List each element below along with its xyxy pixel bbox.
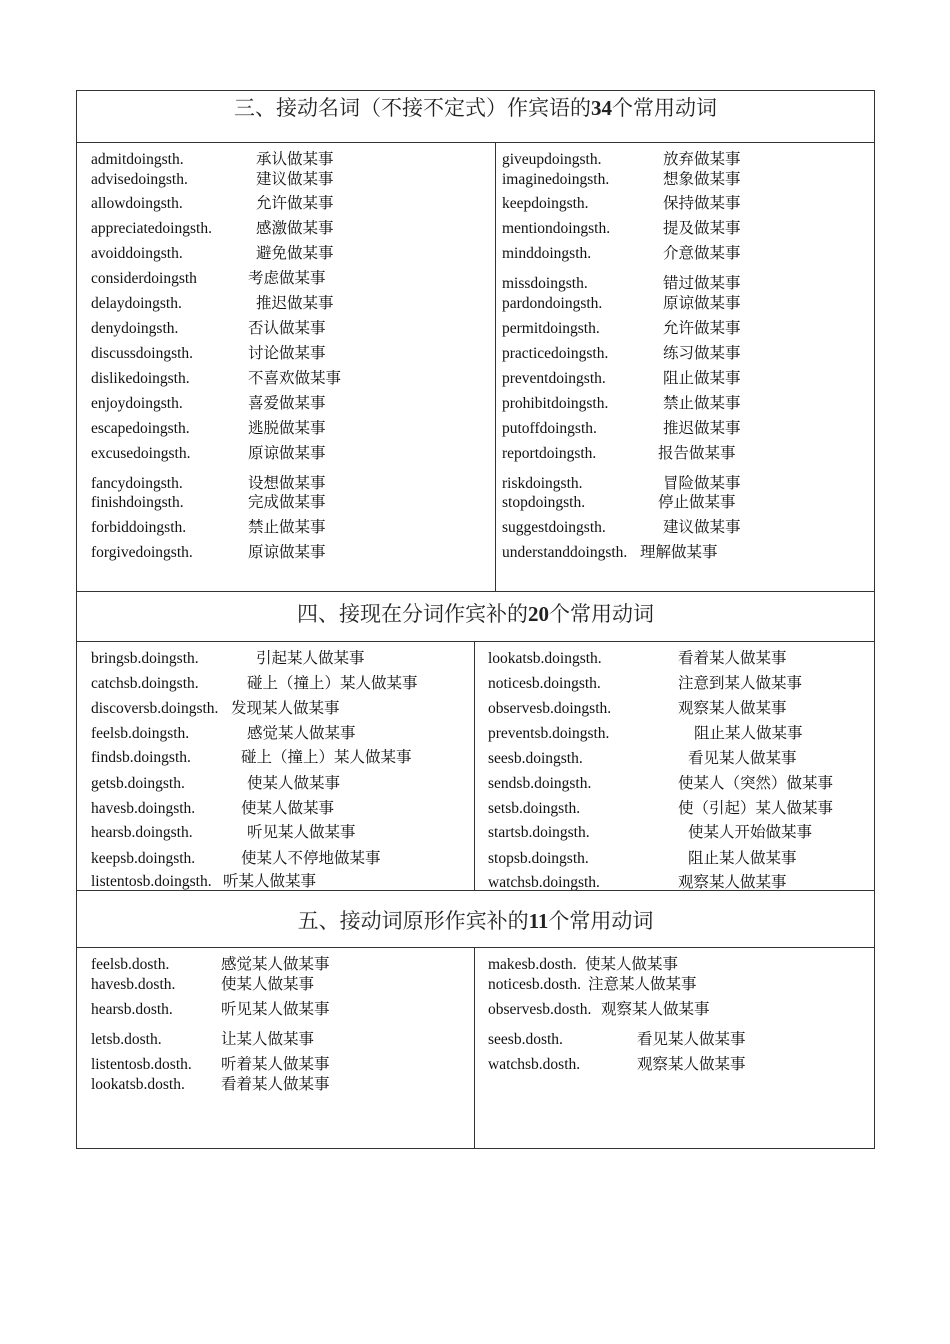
verb-meaning: 阻止某人做某事 [688,850,797,867]
verb-meaning: 看见某人做某事 [637,1031,746,1048]
verb-phrase: feelsb.doingsth. [91,725,190,742]
section5-left-row [91,1076,471,1096]
verb-meaning: 考虑做某事 [248,270,326,287]
verb-phrase: lookatsb.doingsth. [488,650,602,667]
section3-right-row [502,245,882,265]
verb-phrase: havesb.dosth. [91,976,176,993]
section3-left-row [91,475,471,495]
verb-meaning: 理解做某事 [640,544,718,561]
verb-phrase: makesb.dosth. [488,956,577,973]
verb-phrase: observesb.dosth. [488,1001,592,1018]
verb-phrase: denydoingsth. [91,320,179,337]
verb-meaning: 看着某人做某事 [221,1076,330,1093]
section5-column-divider [474,947,475,1149]
verb-meaning: 推迟做某事 [256,295,334,312]
verb-meaning: 听见某人做某事 [247,824,356,841]
section3-left-row [91,151,471,171]
verb-phrase: listentosb.doingsth. [91,873,212,890]
verb-phrase: discussdoingsth. [91,345,194,362]
verb-phrase: havesb.doingsth. [91,800,196,817]
verb-meaning: 阻止做某事 [663,370,741,387]
verb-meaning: 阻止某人做某事 [694,725,803,742]
verb-phrase: minddoingsth. [502,245,592,262]
section4-left-row [91,775,471,795]
verb-meaning: 感觉某人做某事 [247,725,356,742]
section4-left-row [91,800,471,820]
verb-meaning: 发现某人做某事 [231,700,340,717]
verb-meaning: 不喜欢做某事 [248,370,342,387]
section5-title-divider [76,947,875,948]
section5-right-row [488,1001,868,1021]
verb-meaning: 听某人做某事 [223,873,317,890]
verb-phrase: escapedoingsth. [91,420,190,437]
section4-left-row [91,700,471,720]
verb-phrase: keepdoingsth. [502,195,589,212]
section4-left-row [91,850,471,870]
verb-meaning: 禁止做某事 [663,395,741,412]
section3-left-row [91,245,471,265]
verb-meaning: 使某人开始做某事 [688,824,813,841]
verb-phrase: stopsb.doingsth. [488,850,589,867]
section5-left-row [91,1031,471,1051]
verb-meaning: 使（引起）某人做某事 [678,800,834,817]
section3-right-row [502,171,882,191]
verb-phrase: findsb.doingsth. [91,749,191,766]
verb-meaning: 原谅做某事 [248,544,326,561]
section4-right-row [488,700,868,720]
section3-title: 三、接动名词（不接不定式）作宾语的34个常用动词 [234,96,717,120]
section5-left-row [91,1056,471,1076]
verb-meaning: 感觉某人做某事 [221,956,330,973]
section4-title-divider [76,641,875,642]
section3-right-row [502,544,882,564]
section3-left-row [91,420,471,440]
section4-right-row [488,750,868,770]
verb-phrase: pardondoingsth. [502,295,603,312]
section3-right-row [502,445,882,465]
verb-phrase: listentosb.dosth. [91,1056,192,1073]
section5-left-row [91,1001,471,1021]
verb-meaning: 停止做某事 [658,494,736,511]
verb-meaning: 建议做某事 [663,519,741,536]
verb-phrase: considerdoingsth [91,270,197,287]
section3-right-row [502,370,882,390]
verb-phrase: imaginedoingsth. [502,171,610,188]
verb-phrase: advisedoingsth. [91,171,188,188]
section3-right-row [502,295,882,315]
verb-meaning: 让某人做某事 [221,1031,315,1048]
verb-meaning: 报告做某事 [658,445,736,462]
verb-meaning: 原谅做某事 [248,445,326,462]
section3-left-row [91,395,471,415]
section3-column-divider [495,142,496,591]
verb-meaning: 承认做某事 [256,151,334,168]
section5-left-row [91,956,471,976]
section5-right-row [488,1031,868,1051]
verb-phrase: admitdoingsth. [91,151,184,168]
section4-right-row [488,874,868,894]
section3-left-row [91,494,471,514]
verb-meaning: 想象做某事 [663,171,741,188]
verb-meaning: 看着某人做某事 [678,650,787,667]
verb-phrase: prohibitdoingsth. [502,395,609,412]
verb-phrase: seesb.dosth. [488,1031,563,1048]
verb-phrase: observesb.doingsth. [488,700,612,717]
verb-phrase: noticesb.dosth. [488,976,581,993]
section4-column-divider [474,641,475,890]
verb-meaning: 使某人不停地做某事 [241,850,381,867]
verb-meaning: 喜爱做某事 [248,395,326,412]
verb-meaning: 看见某人做某事 [688,750,797,767]
verb-meaning: 保持做某事 [663,195,741,212]
verb-phrase: bringsb.doingsth. [91,650,199,667]
section4-right-row [488,725,868,745]
section3-left-row [91,220,471,240]
verb-phrase: giveupdoingsth. [502,151,602,168]
verb-phrase: finishdoingsth. [91,494,184,511]
section4-left-row [91,725,471,745]
verb-meaning: 碰上（撞上）某人做某事 [241,749,412,766]
verb-phrase: stopdoingsth. [502,494,586,511]
section3-right-row [502,420,882,440]
section3-right-row [502,519,882,539]
section4-title: 四、接现在分词作宾补的20个常用动词 [297,602,654,626]
verb-phrase: enjoydoingsth. [91,395,183,412]
section4-right-row [488,675,868,695]
section3-right-row [502,345,882,365]
verb-meaning: 冒险做某事 [663,475,741,492]
verb-phrase: seesb.doingsth. [488,750,583,767]
section3-left-row [91,195,471,215]
verb-meaning: 使某人（突然）做某事 [678,775,834,792]
section4-top-divider [76,591,875,592]
verb-phrase: preventdoingsth. [502,370,606,387]
verb-meaning: 使某人做某事 [247,775,341,792]
section4-left-row [91,749,471,769]
verb-phrase: understanddoingsth. [502,544,628,561]
verb-meaning: 听见某人做某事 [221,1001,330,1018]
verb-phrase: watchsb.doingsth. [488,874,600,891]
verb-phrase: getsb.doingsth. [91,775,185,792]
section3-right-row [502,195,882,215]
verb-meaning: 否认做某事 [248,320,326,337]
section5-right-row [488,976,868,996]
section3-title-divider [76,142,875,143]
section4-right-row [488,650,868,670]
verb-meaning: 使某人做某事 [585,956,679,973]
section3-right-row [502,151,882,171]
section3-right-row [502,475,882,495]
verb-phrase: noticesb.doingsth. [488,675,601,692]
section3-right-row [502,395,882,415]
verb-phrase: reportdoingsth. [502,445,597,462]
verb-meaning: 建议做某事 [256,171,334,188]
verb-phrase: letsb.dosth. [91,1031,162,1048]
verb-phrase: hearsb.dosth. [91,1001,173,1018]
section3-left-row [91,519,471,539]
verb-meaning: 练习做某事 [663,345,741,362]
section3-left-row [91,171,471,191]
verb-meaning: 推迟做某事 [663,420,741,437]
section5-top-divider [76,890,875,891]
verb-phrase: allowdoingsth. [91,195,183,212]
verb-meaning: 设想做某事 [248,475,326,492]
verb-phrase: missdoingsth. [502,275,588,292]
verb-meaning: 允许做某事 [663,320,741,337]
verb-meaning: 观察某人做某事 [637,1056,746,1073]
verb-phrase: keepsb.doingsth. [91,850,196,867]
verb-meaning: 提及做某事 [663,220,741,237]
section4-right-row [488,824,868,844]
verb-meaning: 放弃做某事 [663,151,741,168]
verb-meaning: 完成做某事 [248,494,326,511]
section5-right-row [488,1056,868,1076]
verb-meaning: 允许做某事 [256,195,334,212]
verb-phrase: riskdoingsth. [502,475,583,492]
verb-phrase: watchsb.dosth. [488,1056,581,1073]
verb-phrase: discoversb.doingsth. [91,700,219,717]
verb-meaning: 错过做某事 [663,275,741,292]
section3-left-row [91,370,471,390]
verb-phrase: preventsb.doingsth. [488,725,610,742]
verb-meaning: 注意某人做某事 [588,976,697,993]
section4-right-row [488,800,868,820]
verb-meaning: 碰上（撞上）某人做某事 [247,675,418,692]
section4-right-row [488,775,868,795]
section5-title: 五、接动词原形作宾补的11个常用动词 [297,909,654,933]
section3-left-row [91,270,471,290]
verb-phrase: putoffdoingsth. [502,420,597,437]
verb-meaning: 听着某人做某事 [221,1056,330,1073]
verb-phrase: startsb.doingsth. [488,824,590,841]
verb-meaning: 使某人做某事 [221,976,315,993]
verb-phrase: appreciatedoingsth. [91,220,212,237]
verb-meaning: 使某人做某事 [241,800,335,817]
verb-phrase: forgivedoingsth. [91,544,193,561]
verb-meaning: 原谅做某事 [663,295,741,312]
verb-meaning: 禁止做某事 [248,519,326,536]
verb-phrase: excusedoingsth. [91,445,191,462]
section3-left-row [91,320,471,340]
verb-meaning: 引起某人做某事 [256,650,365,667]
section4-left-row [91,675,471,695]
verb-meaning: 逃脱做某事 [248,420,326,437]
section5-right-row [488,956,868,976]
verb-phrase: mentiondoingsth. [502,220,611,237]
section4-left-row [91,824,471,844]
verb-phrase: lookatsb.dosth. [91,1076,185,1093]
verb-phrase: practicedoingsth. [502,345,609,362]
verb-meaning: 观察某人做某事 [678,874,787,891]
section5-left-row [91,976,471,996]
verb-meaning: 观察某人做某事 [678,700,787,717]
verb-phrase: feelsb.dosth. [91,956,170,973]
section4-right-row [488,850,868,870]
section3-right-row [502,320,882,340]
verb-meaning: 注意到某人做某事 [678,675,803,692]
section3-left-row [91,544,471,564]
verb-meaning: 避免做某事 [256,245,334,262]
verb-meaning: 讨论做某事 [248,345,326,362]
verb-meaning: 介意做某事 [663,245,741,262]
section3-left-row [91,445,471,465]
verb-phrase: sendsb.doingsth. [488,775,592,792]
section3-right-row [502,275,882,295]
verb-phrase: avoiddoingsth. [91,245,183,262]
verb-phrase: forbiddoingsth. [91,519,187,536]
section3-right-row [502,494,882,514]
verb-phrase: permitdoingsth. [502,320,600,337]
section3-left-row [91,295,471,315]
section4-left-row [91,650,471,670]
section3-right-row [502,220,882,240]
verb-phrase: delaydoingsth. [91,295,182,312]
verb-phrase: catchsb.doingsth. [91,675,199,692]
verb-phrase: setsb.doingsth. [488,800,581,817]
verb-meaning: 观察某人做某事 [601,1001,710,1018]
verb-phrase: suggestdoingsth. [502,519,606,536]
section3-left-row [91,345,471,365]
verb-meaning: 感激做某事 [256,220,334,237]
verb-phrase: hearsb.doingsth. [91,824,193,841]
verb-phrase: dislikedoingsth. [91,370,190,387]
verb-phrase: fancydoingsth. [91,475,183,492]
